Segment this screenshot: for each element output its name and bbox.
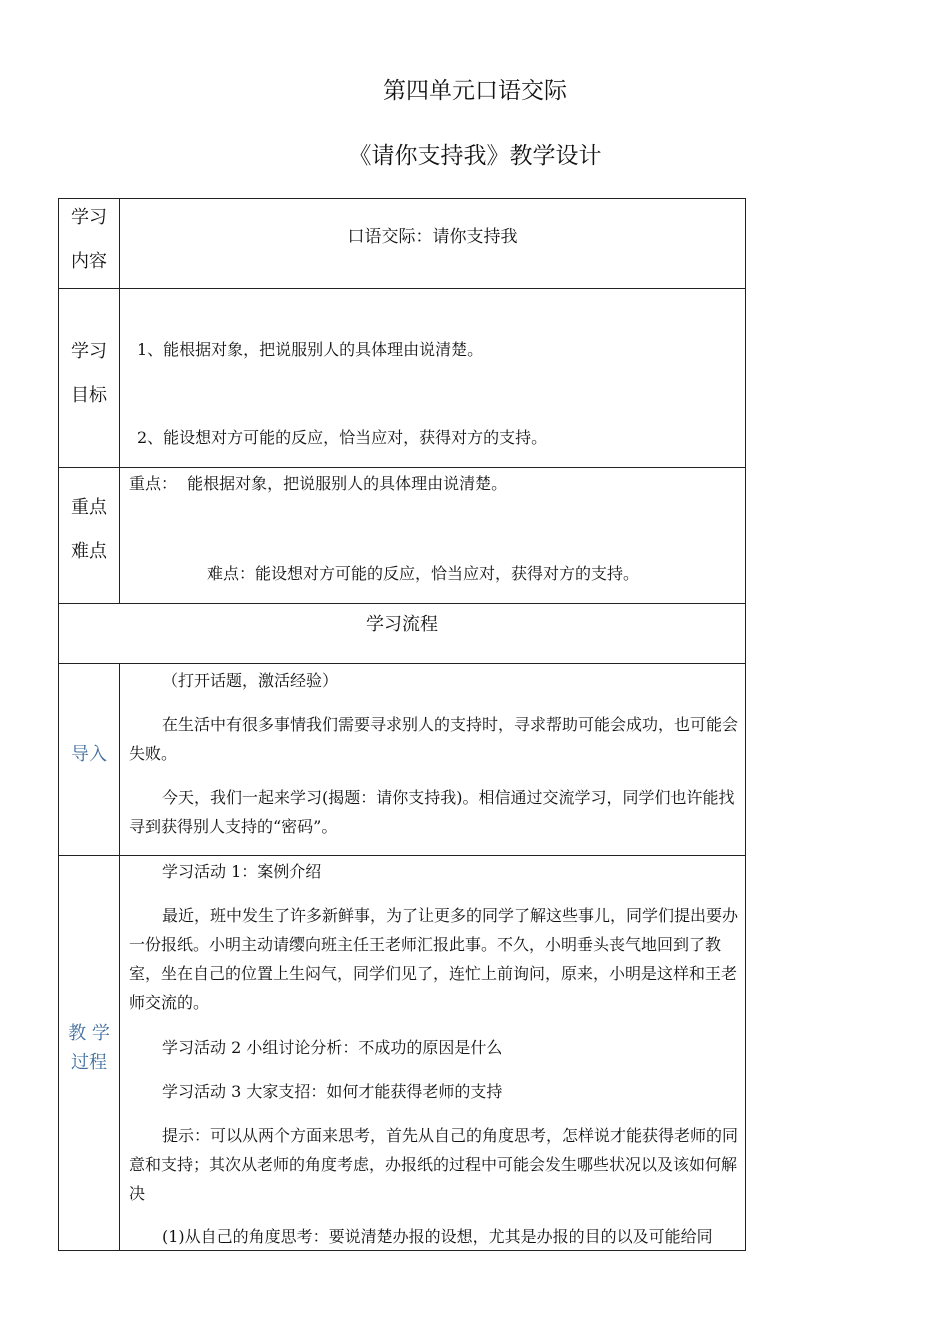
- goal-item-2: 2、能设想对方可能的反应，恰当应对，获得对方的支持。: [137, 428, 548, 447]
- flow-header: 学习流程: [366, 614, 438, 635]
- document-subtitle: 《请你支持我》教学设计: [348, 143, 602, 169]
- intro-paragraph-2: 在生活中有很多事情我们需要寻求别人的支持时，寻求帮助可能会成功，也可能会失败。: [129, 715, 739, 763]
- process-paragraph-5: 提示：可以从两个方面来思考，首先从自己的角度思考，怎样说才能获得老师的同意和支持；其次从老师的角度考虑，办报纸的过程中可能会发生哪些状况以及该如何解决: [129, 1126, 739, 1203]
- process-paragraph-6: (1)从自己的角度思考：要说清楚办报的设想，尤其是办报的目的以及可能给同: [162, 1227, 713, 1246]
- row-label-content-b: 内容: [71, 251, 107, 272]
- document-title: 第四单元口语交际: [383, 78, 567, 104]
- row-label-intro: 导入: [71, 744, 107, 765]
- intro-paragraph-1: （打开话题，激活经验）: [162, 671, 339, 690]
- row-label-key-a: 重点: [71, 497, 107, 518]
- goal-item-1: 1、能根据对象，把说服别人的具体理由说清楚。: [137, 340, 484, 359]
- intro-paragraph-3: 今天，我们一起来学习(揭题：请你支持我)。相信通过交流学习，同学们也许能找寻到获得别人支持的“密码”。: [129, 788, 735, 836]
- process-paragraph-3: 学习活动 2 小组讨论分析：不成功的原因是什么: [162, 1038, 503, 1057]
- content-text: 口语交际：请你支持我: [347, 227, 518, 247]
- row-label-process-a: 教 学: [68, 1023, 110, 1044]
- row-label-content-a: 学习: [71, 207, 107, 228]
- process-paragraph-1: 学习活动 1：案例介绍: [162, 862, 322, 881]
- row-label-goals-b: 目标: [71, 385, 107, 406]
- process-paragraph-4: 学习活动 3 大家支招：如何才能获得老师的支持: [162, 1082, 503, 1101]
- row-label-key-b: 难点: [71, 541, 107, 562]
- process-paragraph-2: 最近，班中发生了许多新鲜事，为了让更多的同学了解这些事儿，同学们提出要办一份报纸。小明主动请缨向班主任王老师汇报此事。不久，小明垂头丧气地回到了教室，坐在自己的位置上生闷气，同学们见了，连忙上前询问，原来，小明是这样和王老师交流的。: [129, 906, 739, 1012]
- row-label-goals-a: 学习: [71, 341, 107, 362]
- difficult-point: 难点：能设想对方可能的反应，恰当应对，获得对方的支持。: [207, 564, 640, 583]
- key-point: 重点： 能根据对象，把说服别人的具体理由说清楚。: [129, 474, 508, 493]
- row-label-process-b: 过程: [71, 1052, 107, 1073]
